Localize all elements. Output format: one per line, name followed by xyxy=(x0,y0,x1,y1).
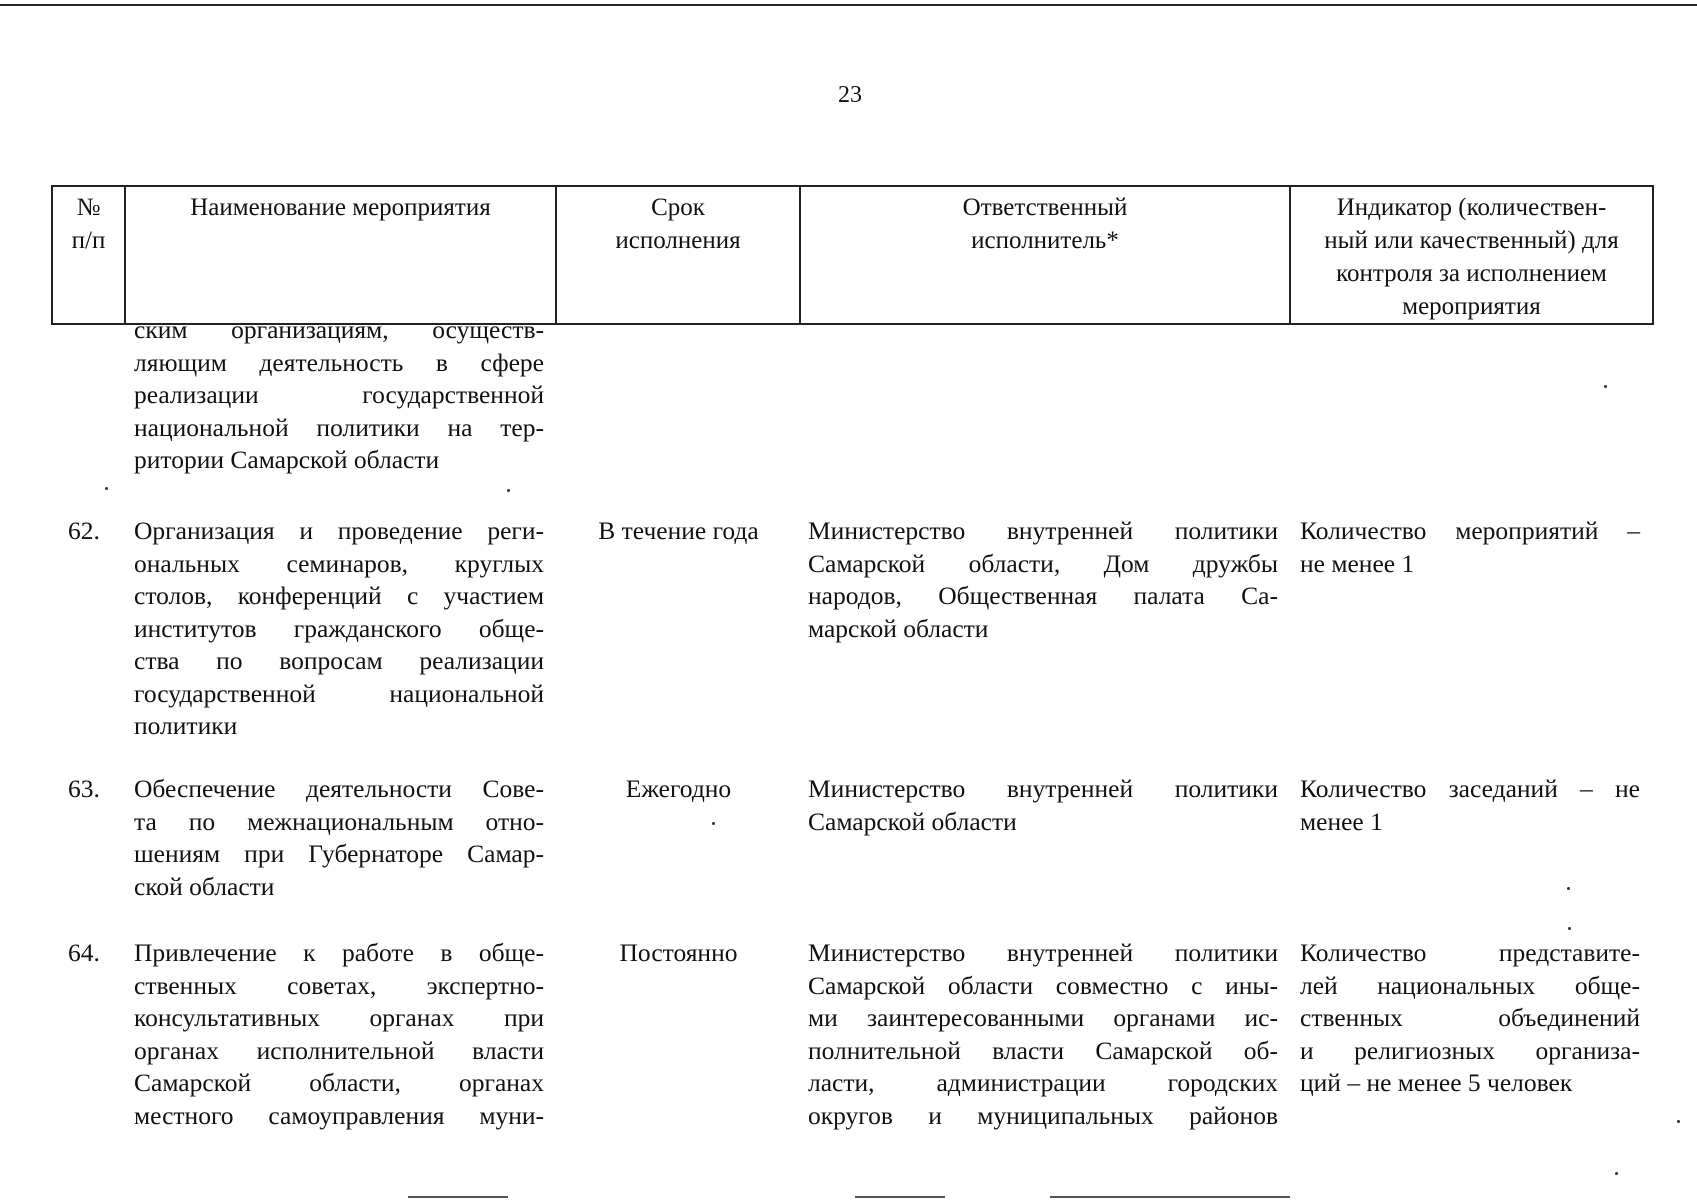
header-ind-line: Индикатор (количествен- xyxy=(1336,194,1607,221)
ind-line: Количество представите- xyxy=(1300,938,1640,967)
exec-line: Министерство внутренней политики xyxy=(808,516,1278,545)
header-num-line: п/п xyxy=(71,227,106,254)
name-line: столов, конференций с участием xyxy=(134,581,544,610)
ind-line: Количество заседаний – не xyxy=(1300,774,1640,803)
name-line: ским организациям, осуществ- xyxy=(134,315,544,344)
name-line: Обеспечение деятельности Сове- xyxy=(134,774,544,803)
ind-line: не менее 1 xyxy=(1300,548,1415,578)
header-ind-line: контроля за исполнением xyxy=(1336,260,1607,287)
exec-line: марской области xyxy=(808,613,989,643)
header-term-line: Срок xyxy=(651,194,705,221)
name-line: ритории Самарской области xyxy=(134,445,440,474)
row-name-cell xyxy=(134,937,544,1132)
exec-line: Министерство внутренней политики xyxy=(808,774,1278,803)
name-line: консультативных органах при xyxy=(134,1003,544,1032)
continuation-name-cell xyxy=(134,314,544,477)
row-executor-cell xyxy=(808,773,1278,838)
page-number: 23 xyxy=(838,82,862,108)
row-name-cell xyxy=(134,515,544,743)
scan-speck xyxy=(712,822,715,825)
ind-line: ственных объединений xyxy=(1300,1003,1640,1032)
header-num-line: № xyxy=(76,194,101,221)
header-ind-line: ный или качественный) для xyxy=(1324,227,1619,254)
scan-speck xyxy=(1615,1172,1618,1175)
exec-line: Министерство внутренней политики xyxy=(808,938,1278,967)
name-line: та по межнациональным отно- xyxy=(134,806,544,836)
row-term-cell: Ежегодно xyxy=(625,774,732,803)
exec-line: округов и муниципальных районов xyxy=(808,1100,1278,1130)
scan-speck xyxy=(1677,1120,1680,1123)
name-line: ства по вопросам реализации xyxy=(134,646,544,675)
name-line: государственной национальной xyxy=(134,678,544,708)
name-line: политики xyxy=(134,711,238,740)
name-line: национальной политики на тер- xyxy=(134,412,544,442)
scan-speck xyxy=(1604,385,1607,388)
ind-line: менее 1 xyxy=(1300,806,1383,836)
scan-edge-mark xyxy=(855,1196,945,1198)
header-name-line: Наименование мероприятия xyxy=(190,194,491,221)
header-exec-line: Ответственный xyxy=(962,194,1128,221)
row-name-cell xyxy=(134,773,544,903)
name-line: институтов гражданского обще- xyxy=(134,613,544,643)
exec-line: ласти, администрации городских xyxy=(808,1068,1278,1097)
scan-speck xyxy=(1568,927,1571,930)
exec-line: Самарской области xyxy=(808,806,1017,836)
scan-speck xyxy=(507,489,510,492)
name-line: Самарской области, органах xyxy=(134,1068,544,1097)
row-executor-cell xyxy=(808,937,1278,1132)
header-col-name xyxy=(125,186,556,324)
row-indicator-cell xyxy=(1300,937,1640,1100)
ind-line: лей национальных обще- xyxy=(1300,970,1640,1000)
exec-line: ми заинтересованными органами ис- xyxy=(808,1003,1278,1032)
scan-edge-mark xyxy=(1050,1196,1290,1198)
header-col-term xyxy=(556,186,800,324)
name-line: органах исполнительной власти xyxy=(134,1035,544,1065)
table-header xyxy=(51,185,1654,325)
name-line: ской области xyxy=(134,871,275,901)
header-ind-line: мероприятия xyxy=(1402,293,1541,320)
ind-line: и религиозных организа- xyxy=(1300,1035,1640,1065)
scan-edge-mark xyxy=(408,1196,508,1198)
name-line: местного самоуправления муни- xyxy=(134,1100,544,1130)
scan-speck xyxy=(105,487,108,490)
name-line: Организация и проведение реги- xyxy=(134,516,544,545)
name-line: ственных советах, экспертно- xyxy=(134,970,544,1000)
row-indicator-cell xyxy=(1300,773,1640,838)
header-col-number xyxy=(52,186,125,324)
top-border-line xyxy=(0,4,1697,6)
exec-line: Самарской области, Дом дружбы xyxy=(808,548,1278,578)
row-term-cell: Постоянно xyxy=(619,938,738,967)
ind-line: Количество мероприятий – xyxy=(1300,516,1640,545)
name-line: реализации государственной xyxy=(134,380,544,409)
row-number: 62. xyxy=(68,516,100,545)
scan-speck xyxy=(1567,887,1570,890)
header-exec-line: исполнитель* xyxy=(971,227,1119,254)
header-col-indicator xyxy=(1290,186,1653,324)
exec-line: полнительной власти Самарской об- xyxy=(808,1035,1278,1065)
ind-line: ций – не менее 5 человек xyxy=(1300,1068,1573,1097)
row-indicator-cell xyxy=(1300,515,1640,580)
exec-line: народов, Общественная палата Са- xyxy=(808,581,1278,610)
exec-line: Самарской области совместно с ины- xyxy=(808,970,1278,1000)
header-term-line: исполнения xyxy=(615,227,741,254)
name-line: Привлечение к работе в обще- xyxy=(134,938,544,967)
name-line: ональных семинаров, круглых xyxy=(134,548,544,578)
row-executor-cell xyxy=(808,515,1278,645)
name-line: шениям при Губернаторе Самар- xyxy=(134,839,544,868)
name-line: ляющим деятельность в сфере xyxy=(134,347,544,377)
header-col-executor xyxy=(800,186,1290,324)
row-number: 64. xyxy=(68,938,100,967)
row-term-cell: В течение года xyxy=(598,516,759,545)
row-number: 63. xyxy=(68,774,100,803)
